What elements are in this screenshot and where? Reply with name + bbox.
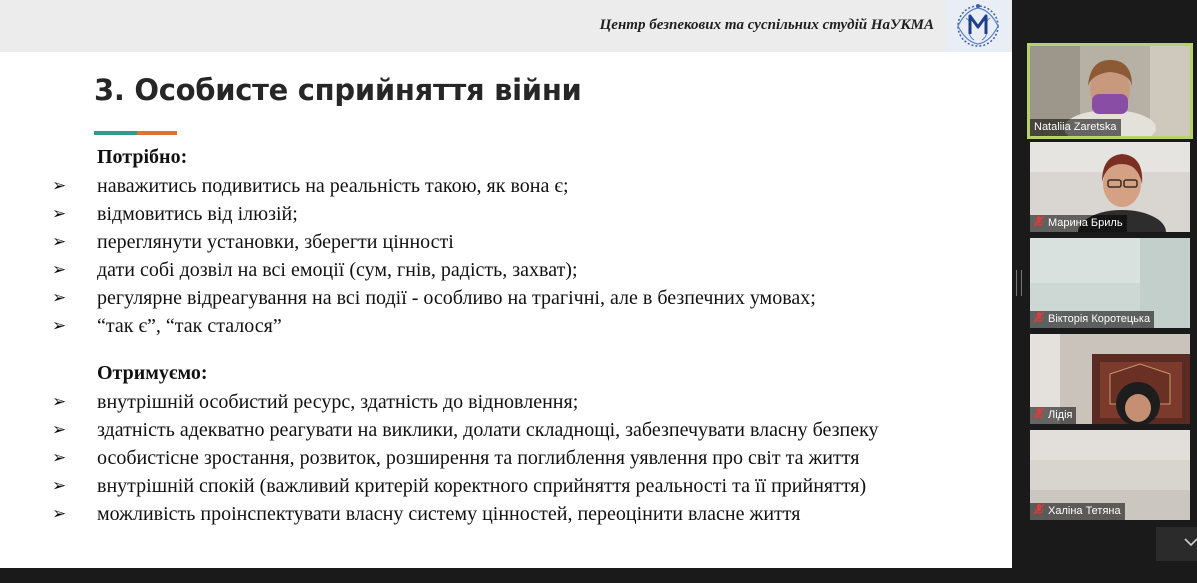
gallery-scroll-down-button[interactable] [1156, 527, 1197, 561]
naukma-logo-icon [946, 0, 1010, 52]
bullet-arrow-icon: ➢ [52, 204, 67, 223]
bullet-arrow-icon: ➢ [52, 504, 67, 523]
bullet-arrow-icon: ➢ [52, 316, 67, 335]
section-heading-needed: Потрібно: [97, 146, 188, 168]
bullet-arrow-icon: ➢ [52, 288, 67, 307]
slide-header-bar [0, 0, 1012, 52]
bullet-arrow-icon: ➢ [52, 420, 67, 439]
muted-mic-icon [1034, 216, 1044, 227]
participant-video-tile[interactable] [1030, 430, 1190, 520]
bullet-arrow-icon: ➢ [52, 232, 67, 251]
participant-name-label: Марина Бриль [1030, 215, 1127, 232]
participant-video-tile[interactable] [1030, 238, 1190, 328]
bullet-arrow-icon: ➢ [52, 392, 67, 411]
section-heading-result: Отримуємо: [97, 362, 208, 384]
title-accent-orange [137, 131, 177, 135]
shared-screen-slide: Центр безпекових та суспільних студій НаУКМА 3. Особисте сприйняття війни Потрібно: ➢ наважитись подивитись на реальність такою, як вона є; ➢ відмовитись від ілюзій; ➢ переглянути установки, зберегти цінності ➢ дати собі дозвіл на всі емоції (сум, гнів, радість, захват); ➢ регулярне відреагування на всі події - особливо на трагічні, але в безпечних умовах; ➢ “так є”, “так сталося” Отримуємо: ➢ внутрішній особистий ресурс, здатність до відновлення; ➢ здатність адекватно реагувати на виклики, долати складнощі, забезпечувати власну безпеку ➢ особистісне зростання, розвиток, розширення та поглиблення уявлення про світ та життя ➢ внутрішній спокій (важливий критерій коректного сприйняття реальності та її прийняття) ➢ можливість проінспектувати власну систему цінностей, переоцінити власне життя [0, 0, 1012, 568]
muted-mic-icon [1034, 312, 1044, 323]
bullet-arrow-icon: ➢ [52, 476, 67, 495]
muted-mic-icon [1034, 408, 1044, 419]
participant-video-tile[interactable] [1030, 334, 1190, 424]
muted-mic-icon [1034, 504, 1044, 515]
bullet-arrow-icon: ➢ [52, 260, 67, 279]
bullet-arrow-icon: ➢ [52, 448, 67, 467]
participant-video-tile[interactable] [1030, 142, 1190, 232]
chevron-down-icon [1156, 527, 1197, 561]
participant-video-tile[interactable] [1030, 46, 1190, 136]
slide-header-caption: Центр безпекових та суспільних студій НаУКМА [599, 17, 934, 33]
participant-name-label: Вікторія Коротецька [1030, 311, 1154, 328]
participant-name-label: Халіна Тетяна [1030, 503, 1125, 520]
title-accent-teal [94, 131, 137, 135]
resize-grip-icon[interactable] [1016, 270, 1022, 296]
bullet-arrow-icon: ➢ [52, 176, 67, 195]
slide-title: 3. Особисте сприйняття війни [94, 73, 582, 107]
participant-name-label: Nataliia Zaretska [1030, 119, 1121, 136]
participant-name-label: Лідія [1030, 407, 1076, 424]
